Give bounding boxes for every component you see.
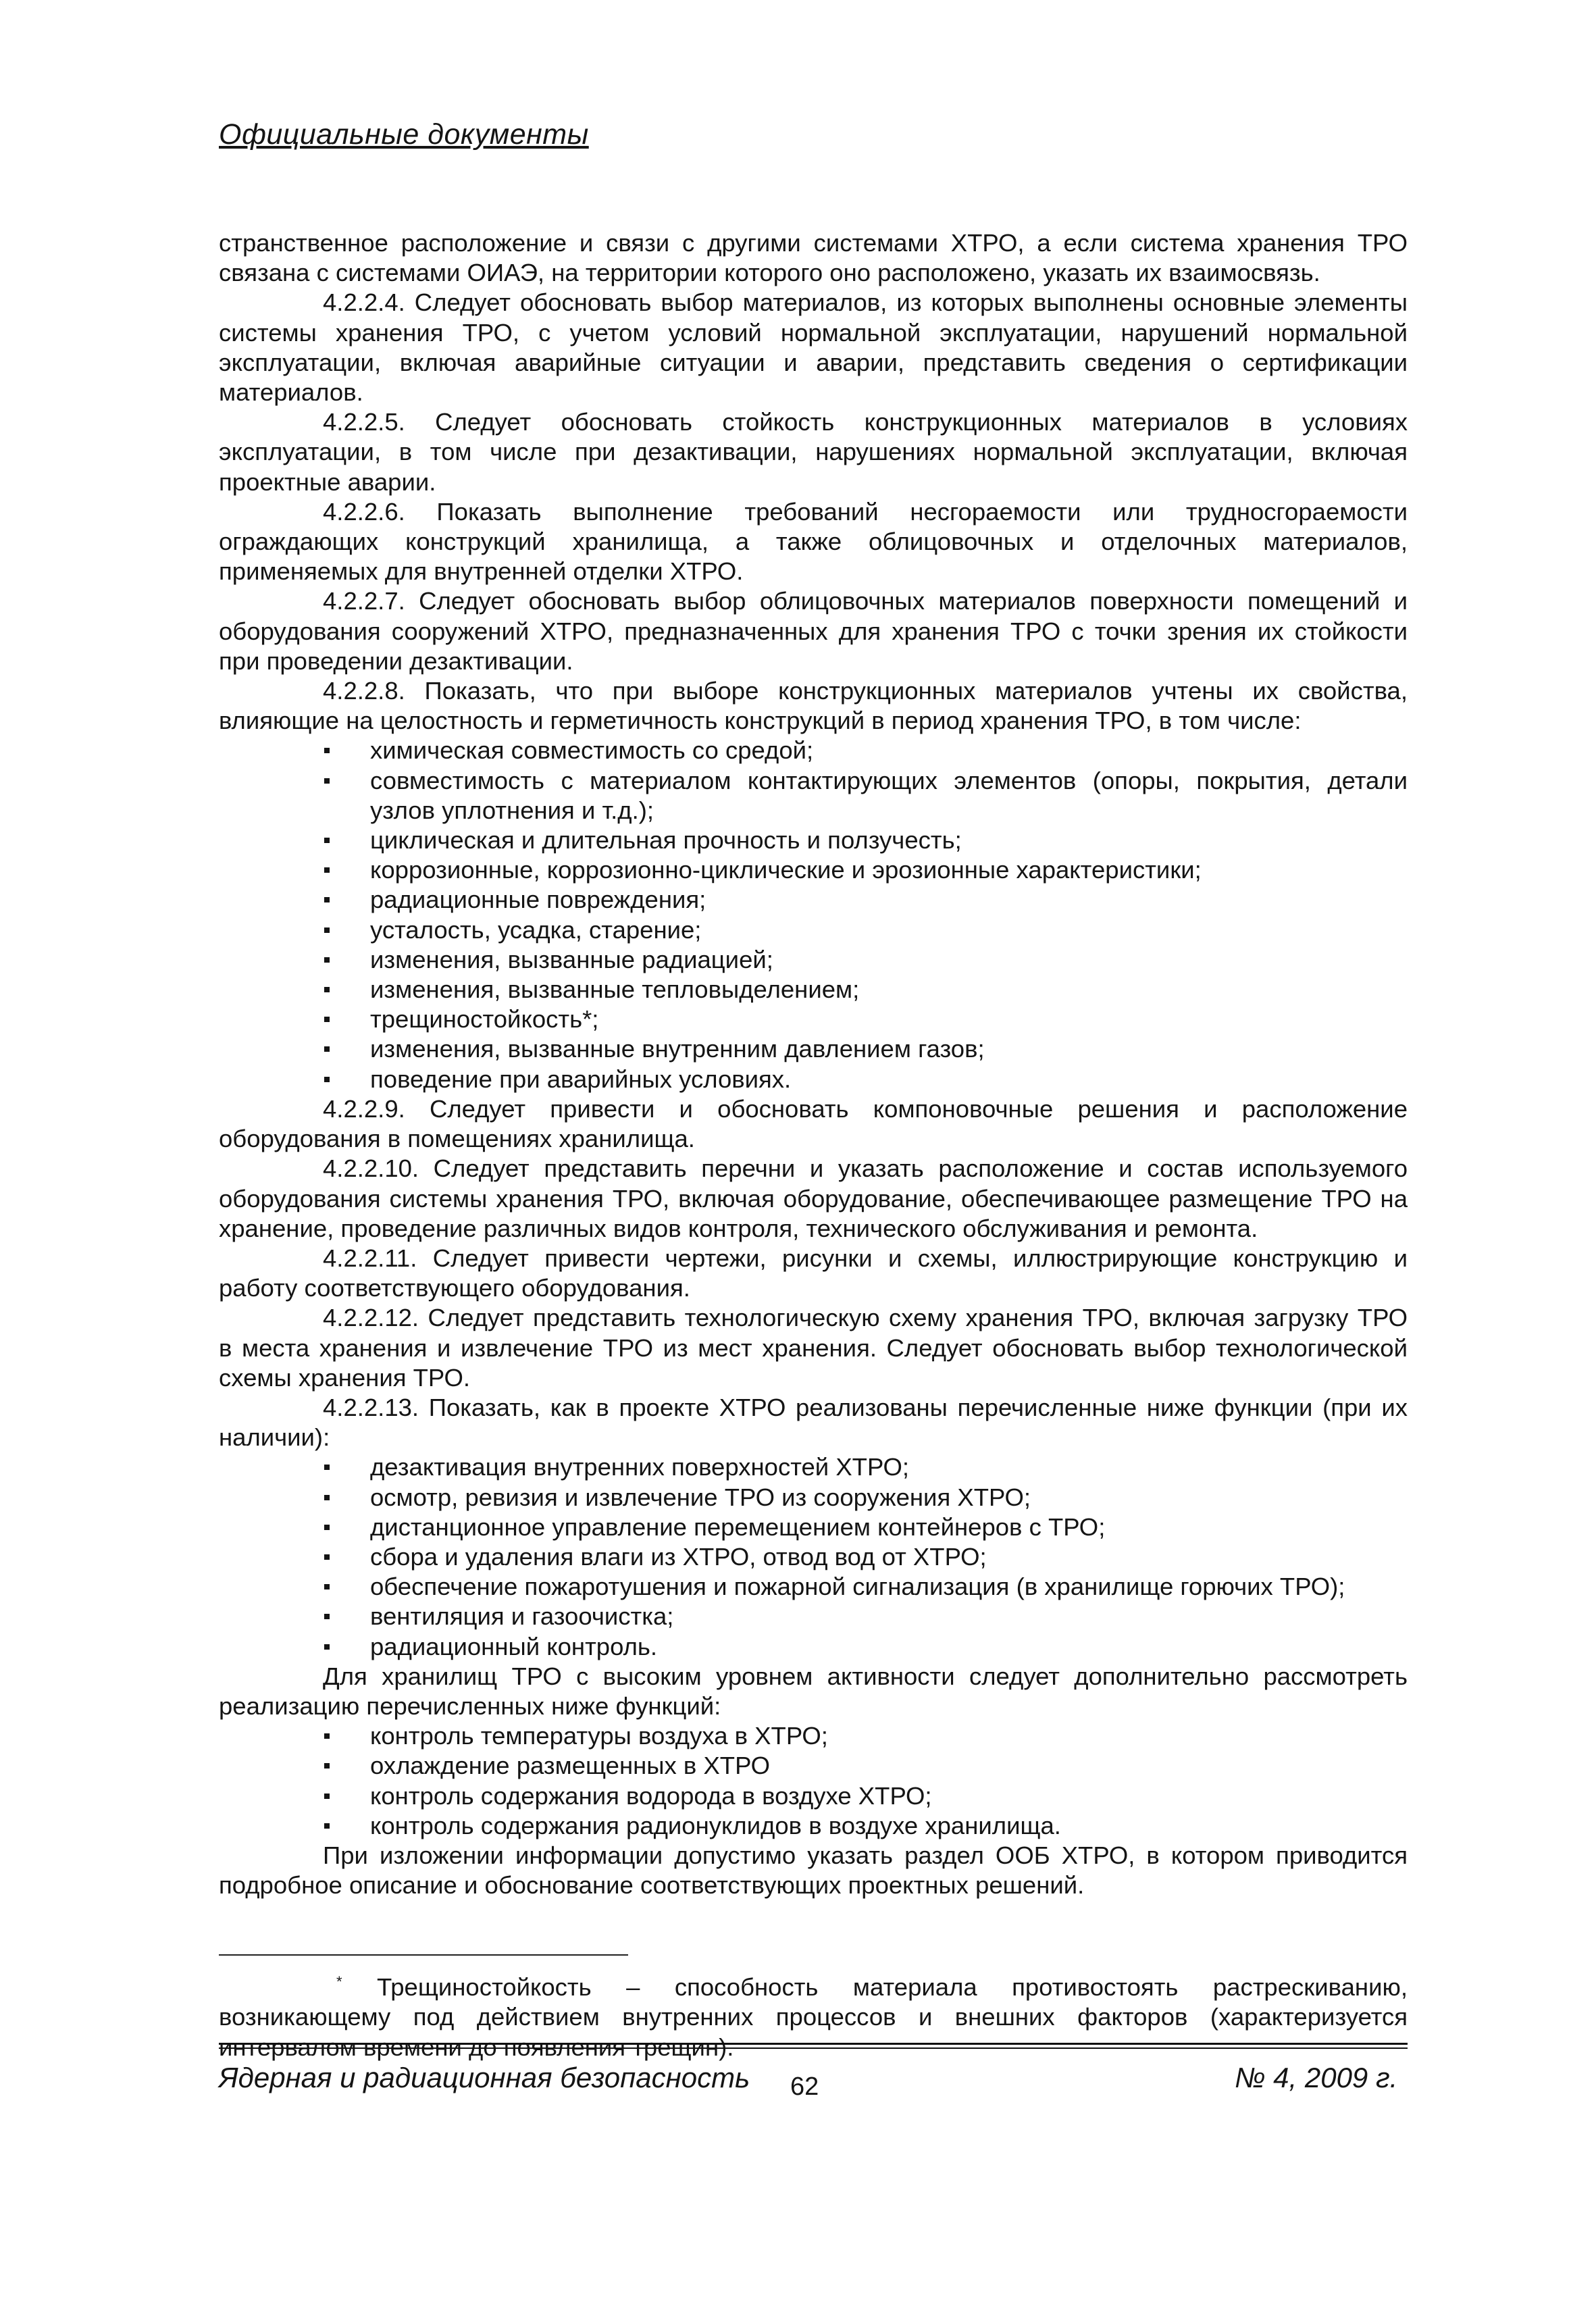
list-item: сбора и удаления влаги из ХТРО, отвод вод от ХТРО; bbox=[370, 1542, 1408, 1572]
list-item: радиационный контроль. bbox=[370, 1632, 1408, 1662]
page-number: 62 bbox=[790, 2072, 819, 2101]
paragraph-4-2-2-8: 4.2.2.8. Показать, что при выборе конструкционных материалов учтены их свойства, влияющие на целостность и герметичность конструкций в период хранения ТРО, в том числе: bbox=[219, 677, 1408, 735]
list-item: усталость, усадка, старение; bbox=[370, 915, 1408, 945]
list-item: охлаждение размещенных в ХТРО bbox=[370, 1751, 1408, 1781]
paragraph-4-2-2-9: 4.2.2.9. Следует привести и обосновать компоновочные решения и расположение оборудования в помещениях хранилища. bbox=[219, 1094, 1408, 1153]
page-header: Официальные документы bbox=[219, 118, 589, 151]
list-item: контроль температуры воздуха в ХТРО; bbox=[370, 1721, 1408, 1751]
material-properties-list bbox=[219, 736, 1408, 1094]
paragraph-high-activity: Для хранилищ ТРО с высоким уровнем активности следует дополнительно рассмотреть реализацию перечисленных ниже функций: bbox=[219, 1662, 1408, 1720]
paragraph-4-2-2-7: 4.2.2.7. Следует обосновать выбор облицовочных материалов поверхности помещений и оборудования сооружений ХТРО, предназначенных для хранения ТРО с точки зрения их стойкости при проведении дезактивации. bbox=[219, 587, 1408, 675]
paragraph-4-2-2-6: 4.2.2.6. Показать выполнение требований несгораемости или трудносгораемости ограждающих конструкций хранилища, а также облицовочных и отделочных материалов, применяемых для внутренней отделки ХТРО. bbox=[219, 497, 1408, 586]
list-item: изменения, вызванные радиацией; bbox=[370, 945, 1408, 975]
paragraph-4-2-2-11: 4.2.2.11. Следует привести чертежи, рисунки и схемы, иллюстрирующие конструкцию и работу соответствующего оборудования. bbox=[219, 1244, 1408, 1302]
journal-title: Ядерная и радиационная безопасность bbox=[219, 2062, 750, 2093]
footnote-divider bbox=[219, 1954, 628, 1956]
paragraph-4-2-2-4: 4.2.2.4. Следует обосновать выбор материалов, из которых выполнены основные элементы системы хранения ТРО, с учетом условий нормальной эксплуатации, нарушений нормальной эксплуатации, включая аварийные ситуации и аварии, представить сведения о сертификации материалов. bbox=[219, 288, 1408, 407]
list-item: поведение при аварийных условиях. bbox=[370, 1065, 1408, 1094]
list-item: совместимость с материалом контактирующих элементов (опоры, покрытия, детали узлов уплотнения и т.д.); bbox=[370, 766, 1408, 825]
list-item: контроль содержания водорода в воздухе ХТРО; bbox=[370, 1781, 1408, 1811]
paragraph-final: При изложении информации допустимо указать раздел ООБ ХТРО, в котором приводится подробное описание и обоснование соответствующих проектных решений. bbox=[219, 1841, 1408, 1900]
footer-divider bbox=[219, 2043, 1408, 2049]
paragraph-4-2-2-12: 4.2.2.12. Следует представить технологическую схему хранения ТРО, включая загрузку ТРО в места хранения и извлечение ТРО из мест хранения. Следует обосновать выбор технологической схемы хранения ТРО. bbox=[219, 1304, 1408, 1392]
list-item: контроль содержания радионуклидов в воздухе хранилища. bbox=[370, 1811, 1408, 1841]
functions-list bbox=[219, 1452, 1408, 1661]
list-item: изменения, вызванные тепловыделением; bbox=[370, 975, 1408, 1004]
list-item: химическая совместимость со средой; bbox=[370, 736, 1408, 765]
paragraph: странственное расположение и связи с другими системами ХТРО, а если система хранения ТРО связана с системами ОИАЭ, на территории которого оно расположено, указать их взаимосвязь. bbox=[219, 229, 1408, 287]
paragraph-4-2-2-10: 4.2.2.10. Следует представить перечни и указать расположение и состав используемого оборудования системы хранения ТРО, включая оборудование, обеспечивающее размещение ТРО на хранение, проведение различных видов контроля, технического обслуживания и ремонта. bbox=[219, 1154, 1408, 1242]
document-body bbox=[219, 228, 1408, 1900]
list-item: осмотр, ревизия и извлечение ТРО из сооружения ХТРО; bbox=[370, 1483, 1408, 1512]
list-item: дезактивация внутренних поверхностей ХТРО; bbox=[370, 1452, 1408, 1482]
high-activity-functions-list bbox=[219, 1721, 1408, 1841]
list-item: радиационные повреждения; bbox=[370, 885, 1408, 915]
list-item: трещиностойкость*; bbox=[370, 1004, 1408, 1034]
footnote-marker: * bbox=[336, 1973, 342, 1990]
list-item: коррозионные, коррозионно-циклические и эрозионные характеристики; bbox=[370, 855, 1408, 885]
list-item: обеспечение пожаротушения и пожарной сигнализация (в хранилище горючих ТРО); bbox=[370, 1572, 1408, 1602]
footnote-text: Трещиностойкость – способность материала противостоять растрескиванию, возникающему под действием внутренних процессов и внешних факторов (характеризуется интервалом времени до появления трещин). bbox=[219, 1973, 1408, 2061]
list-item: изменения, вызванные внутренним давлением газов; bbox=[370, 1034, 1408, 1064]
paragraph-4-2-2-13: 4.2.2.13. Показать, как в проекте ХТРО реализованы перечисленные ниже функции (при их наличии): bbox=[219, 1393, 1408, 1452]
list-item: вентиляция и газоочистка; bbox=[370, 1602, 1408, 1631]
issue-number: № 4, 2009 г. bbox=[1235, 2062, 1398, 2093]
paragraph-4-2-2-5: 4.2.2.5. Следует обосновать стойкость конструкционных материалов в условиях эксплуатации, в том числе при дезактивации, нарушениях нормальной эксплуатации, включая проектные аварии. bbox=[219, 408, 1408, 496]
list-item: дистанционное управление перемещением контейнеров с ТРО; bbox=[370, 1512, 1408, 1542]
list-item: циклическая и длительная прочность и ползучесть; bbox=[370, 825, 1408, 855]
